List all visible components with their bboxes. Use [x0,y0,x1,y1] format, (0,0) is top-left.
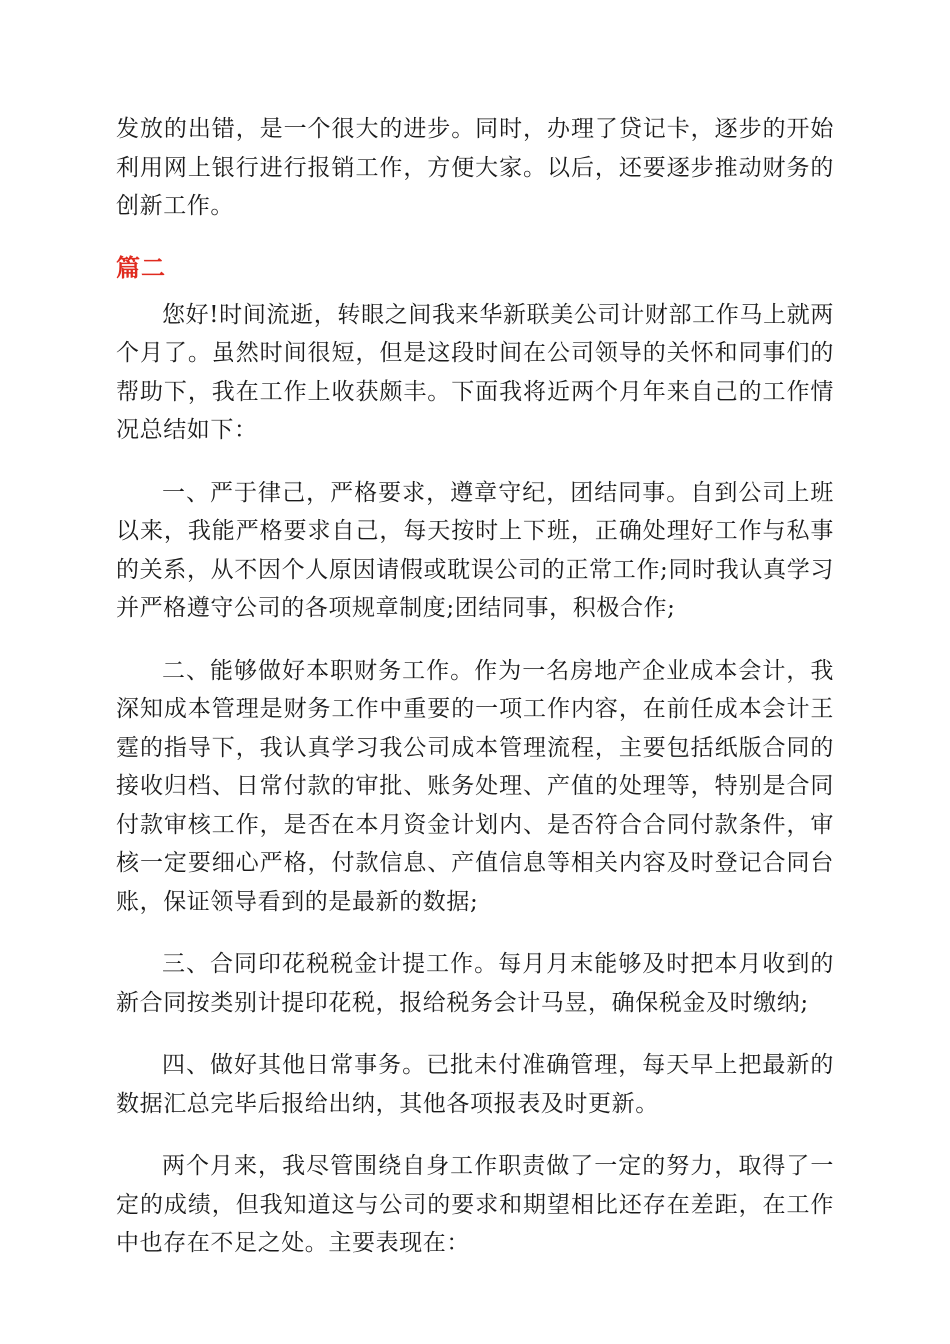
paragraph-summary: 两个月来，我尽管围绕自身工作职责做了一定的努力，取得了一定的成绩，但我知道这与公司的要求和期望相比还存在差距，在工作中也存在不足之处。主要表现在： [116,1153,834,1256]
paragraph-point-four: 四、做好其他日常事务。已批未付准确管理，每天早上把最新的数据汇总完毕后报给出纳，其他各项报表及时更新。 [116,1052,834,1117]
document-body [116,110,834,1263]
paragraph-greeting: 您好!时间流逝，转眼之间我来华新联美公司计财部工作马上就两个月了。虽然时间很短，但是这段时间在公司领导的关怀和同事们的帮助下，我在工作上收获颇丰。下面我将近两个月年来自己的工作情况总结如下： [116,301,834,443]
paragraph-point-one: 一、严于律己，严格要求，遵章守纪，团结同事。自到公司上班以来，我能严格要求自己，每天按时上下班，正确处理好工作与私事的关系，从不因个人原因请假或耽误公司的正常工作;同时我认真学习并严格遵守公司的各项规章制度;团结同事，积极合作; [116,479,834,621]
paragraph-point-two: 二、能够做好本职财务工作。作为一名房地产企业成本会计，我深知成本管理是财务工作中重要的一项工作内容，在前任成本会计王霆的指导下，我认真学习我公司成本管理流程，主要包括纸版合同的接收归档、日常付款的审批、账务处理、产值的处理等，特别是合同付款审核工作，是否在本月资金计划内、是否符合合同付款条件，审核一定要细心严格，付款信息、产值信息等相关内容及时登记合同台账，保证领导看到的是最新的数据; [116,657,834,915]
paragraph-point-three: 三、合同印花税税金计提工作。每月月末能够及时把本月收到的新合同按类别计提印花税，报给税务会计马昱，确保税金及时缴纳; [116,951,834,1016]
continuation-paragraph: 发放的出错，是一个很大的进步。同时，办理了贷记卡，逐步的开始利用网上银行进行报销工作，方便大家。以后，还要逐步推动财务的创新工作。 [116,116,834,219]
section-heading: 篇二 [116,253,166,282]
